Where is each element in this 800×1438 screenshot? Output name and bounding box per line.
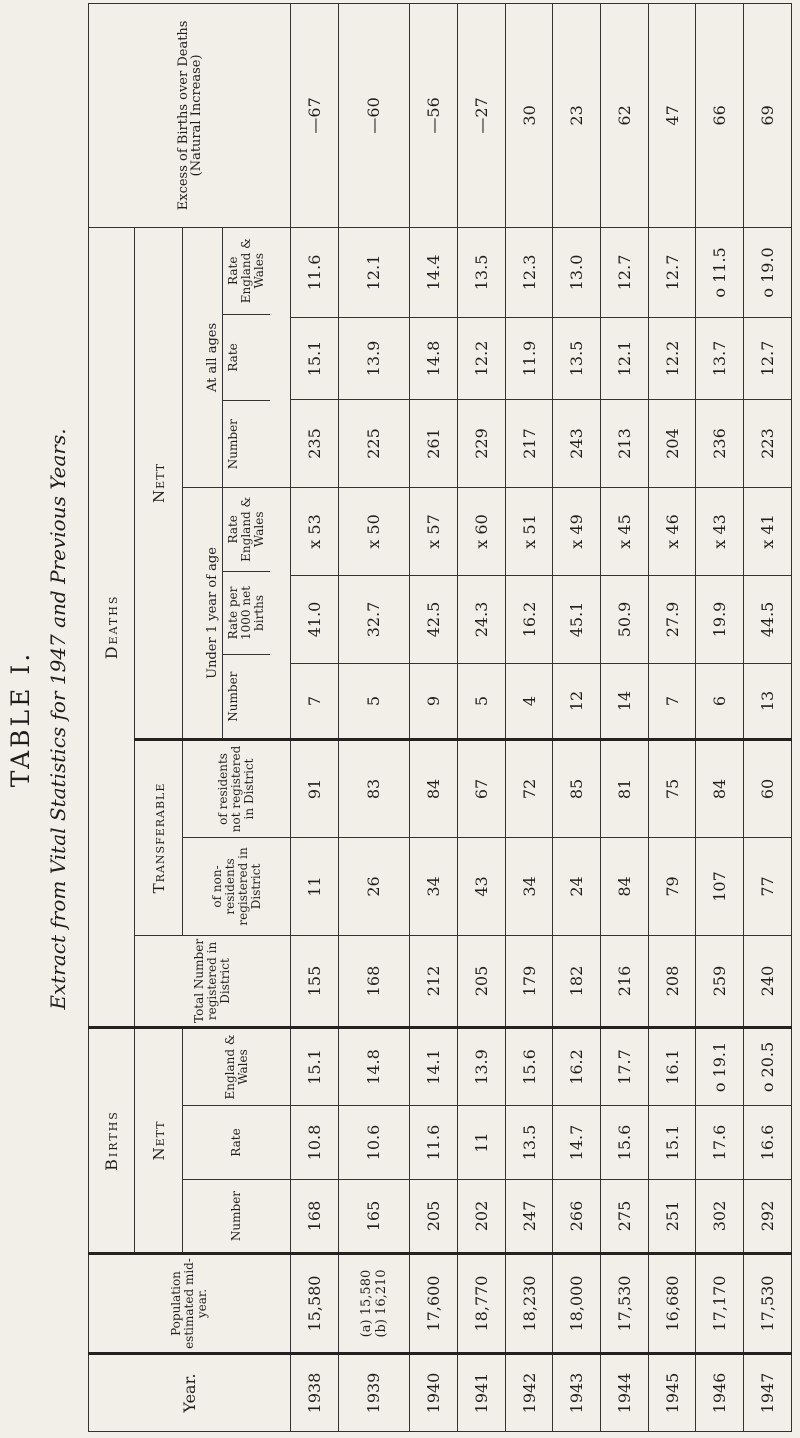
cell-res: 72	[505, 739, 553, 837]
cell-u1-rate: 44.5	[744, 575, 792, 663]
cell-pop: 16,680	[648, 1254, 696, 1354]
group-under1-cell	[183, 487, 291, 739]
table-row	[553, 3, 601, 1431]
cell-d-num: 204	[648, 399, 696, 487]
cell-pop: 17,170	[696, 1254, 744, 1354]
col-births-rate: Rate	[183, 1106, 291, 1180]
cell-u1-num: 5	[457, 663, 505, 739]
cell-tot: 179	[505, 935, 553, 1027]
cell-d-rate: 12.1	[601, 317, 649, 399]
cell-res: 91	[291, 739, 339, 837]
group-under1: Under 1 year of age	[203, 488, 223, 738]
cell-b-num: 202	[457, 1180, 505, 1254]
cell-b-rate: 13.5	[505, 1106, 553, 1180]
cell-nonres: 107	[696, 837, 744, 935]
cell-pop: 18,000	[553, 1254, 601, 1354]
col-births-number: Number	[183, 1180, 291, 1254]
vital-statistics-table	[88, 3, 792, 1432]
cell-b-rate: 16.6	[744, 1106, 792, 1180]
cell-u1-eng: x 60	[457, 487, 505, 575]
cell-d-num: 223	[744, 399, 792, 487]
col-excess: Excess of Births over Deaths (Natural Increase)	[89, 3, 291, 227]
cell-b-rate: 10.8	[291, 1106, 339, 1180]
col-u1-rate: Rate per 1000 net births	[223, 571, 270, 655]
cell-d-eng: o 19.0	[744, 227, 792, 317]
cell-u1-rate: 45.1	[553, 575, 601, 663]
cell-b-num: 275	[601, 1180, 649, 1254]
cell-b-rate: 11.6	[410, 1106, 458, 1180]
cell-b-eng: 14.8	[338, 1027, 410, 1105]
cell-d-num: 236	[696, 399, 744, 487]
table-row	[648, 3, 696, 1431]
cell-year: 1939	[338, 1354, 410, 1432]
cell-u1-eng: x 45	[601, 487, 649, 575]
cell-nonres: 11	[291, 837, 339, 935]
cell-d-eng: 13.5	[457, 227, 505, 317]
table-row	[744, 3, 792, 1431]
cell-exc: —67	[291, 3, 339, 227]
cell-d-rate: 13.7	[696, 317, 744, 399]
cell-tot: 168	[338, 935, 410, 1027]
cell-d-eng: 11.6	[291, 227, 339, 317]
cell-d-rate: 12.2	[457, 317, 505, 399]
group-transferable: Transferable	[135, 739, 183, 935]
cell-u1-num: 12	[553, 663, 601, 739]
group-allages-cell	[183, 227, 291, 487]
cell-exc: —60	[338, 3, 410, 227]
cell-d-rate: 15.1	[291, 317, 339, 399]
cell-d-num: 235	[291, 399, 339, 487]
table-row	[505, 3, 553, 1431]
cell-d-rate: 11.9	[505, 317, 553, 399]
cell-nonres: 34	[505, 837, 553, 935]
cell-b-eng: 17.7	[601, 1027, 649, 1105]
cell-u1-eng: x 43	[696, 487, 744, 575]
cell-d-rate: 13.9	[338, 317, 410, 399]
cell-pop: 15,580	[291, 1254, 339, 1354]
cell-d-eng: 14.4	[410, 227, 458, 317]
cell-u1-eng: x 50	[338, 487, 410, 575]
cell-pop: 17,530	[744, 1254, 792, 1354]
col-year: Year.	[89, 1354, 291, 1432]
col-residents-not: of residents not registered in District	[183, 739, 291, 837]
col-u1-eng: Rate England & Wales	[226, 496, 266, 562]
table-row	[410, 3, 458, 1431]
cell-exc: 30	[505, 3, 553, 227]
cell-d-rate: 12.7	[744, 317, 792, 399]
cell-u1-rate: 42.5	[410, 575, 458, 663]
cell-tot: 155	[291, 935, 339, 1027]
cell-pop: 17,600	[410, 1254, 458, 1354]
cell-tot: 205	[457, 935, 505, 1027]
cell-tot: 182	[553, 935, 601, 1027]
cell-nonres: 26	[338, 837, 410, 935]
cell-u1-eng: x 53	[291, 487, 339, 575]
cell-d-num: 217	[505, 399, 553, 487]
cell-exc: 66	[696, 3, 744, 227]
cell-nonres: 43	[457, 837, 505, 935]
cell-b-rate: 15.1	[648, 1106, 696, 1180]
cell-b-eng: 16.1	[648, 1027, 696, 1105]
cell-d-eng: 12.7	[601, 227, 649, 317]
table-row	[601, 3, 649, 1431]
page-subtitle: Extract from Vital Statistics for 1947 and Previous Years.	[46, 428, 70, 1010]
col-total-deaths: Total Number registered in District	[135, 935, 291, 1027]
cell-b-eng: o 19.1	[696, 1027, 744, 1105]
cell-tot: 240	[744, 935, 792, 1027]
cell-b-num: 168	[291, 1180, 339, 1254]
group-deaths-nett: Nett	[135, 227, 183, 739]
cell-u1-num: 9	[410, 663, 458, 739]
cell-b-eng: 14.1	[410, 1027, 458, 1105]
cell-u1-eng: x 49	[553, 487, 601, 575]
table-body	[291, 3, 792, 1431]
cell-exc: 62	[601, 3, 649, 227]
cell-res: 85	[553, 739, 601, 837]
cell-b-num: 247	[505, 1180, 553, 1254]
cell-b-eng: 15.1	[291, 1027, 339, 1105]
cell-u1-rate: 16.2	[505, 575, 553, 663]
cell-nonres: 77	[744, 837, 792, 935]
cell-year: 1946	[696, 1354, 744, 1432]
cell-d-eng: 12.3	[505, 227, 553, 317]
cell-exc: 23	[553, 3, 601, 227]
col-u1-number: Number	[223, 654, 270, 738]
cell-res: 81	[601, 739, 649, 837]
cell-b-eng: 13.9	[457, 1027, 505, 1105]
cell-d-eng: 12.7	[648, 227, 696, 317]
cell-res: 60	[744, 739, 792, 837]
cell-year: 1944	[601, 1354, 649, 1432]
cell-res: 75	[648, 739, 696, 837]
cell-u1-rate: 24.3	[457, 575, 505, 663]
col-population: Population estimated mid-year.	[89, 1254, 291, 1354]
cell-pop: 18,770	[457, 1254, 505, 1354]
cell-b-rate: 15.6	[601, 1106, 649, 1180]
cell-nonres: 84	[601, 837, 649, 935]
cell-b-eng: o 20.5	[744, 1027, 792, 1105]
cell-u1-num: 14	[601, 663, 649, 739]
cell-d-eng: 12.1	[338, 227, 410, 317]
cell-u1-rate: 19.9	[696, 575, 744, 663]
cell-b-rate: 17.6	[696, 1106, 744, 1180]
cell-u1-rate: 50.9	[601, 575, 649, 663]
col-non-residents: of non-residents registered in District	[183, 837, 291, 935]
page-title: TABLE I.	[6, 650, 35, 788]
cell-nonres: 24	[553, 837, 601, 935]
cell-b-rate: 11	[457, 1106, 505, 1180]
group-births-nett: Nett	[135, 1027, 183, 1253]
cell-year: 1940	[410, 1354, 458, 1432]
cell-tot: 208	[648, 935, 696, 1027]
cell-b-eng: 15.6	[505, 1027, 553, 1105]
cell-d-eng: o 11.5	[696, 227, 744, 317]
cell-u1-num: 5	[338, 663, 410, 739]
cell-year: 1947	[744, 1354, 792, 1432]
cell-b-rate: 14.7	[553, 1106, 601, 1180]
cell-res: 67	[457, 739, 505, 837]
cell-b-num: 302	[696, 1180, 744, 1254]
cell-b-num: 251	[648, 1180, 696, 1254]
cell-pop: 17,530	[601, 1254, 649, 1354]
cell-nonres: 79	[648, 837, 696, 935]
group-allages: At all ages	[203, 228, 223, 487]
cell-b-num: 165	[338, 1180, 410, 1254]
cell-tot: 216	[601, 935, 649, 1027]
cell-b-eng: 16.2	[553, 1027, 601, 1105]
cell-d-eng: 13.0	[553, 227, 601, 317]
cell-b-num: 205	[410, 1180, 458, 1254]
cell-year: 1942	[505, 1354, 553, 1432]
col-all-rate: Rate	[223, 314, 270, 401]
cell-exc: —56	[410, 3, 458, 227]
cell-year: 1938	[291, 1354, 339, 1432]
cell-d-rate: 12.2	[648, 317, 696, 399]
cell-exc: 47	[648, 3, 696, 227]
cell-b-num: 266	[553, 1180, 601, 1254]
cell-d-num: 261	[410, 399, 458, 487]
cell-nonres: 34	[410, 837, 458, 935]
table-row	[457, 3, 505, 1431]
cell-d-num: 225	[338, 399, 410, 487]
cell-u1-num: 7	[648, 663, 696, 739]
cell-year: 1945	[648, 1354, 696, 1432]
cell-u1-num: 4	[505, 663, 553, 739]
cell-pop: (a) 15,580 (b) 16,210	[338, 1254, 410, 1354]
col-all-eng: Rate England & Wales	[226, 238, 266, 304]
cell-year: 1941	[457, 1354, 505, 1432]
cell-u1-eng: x 51	[505, 487, 553, 575]
col-all-number: Number	[223, 400, 270, 487]
cell-u1-rate: 32.7	[338, 575, 410, 663]
cell-u1-eng: x 46	[648, 487, 696, 575]
cell-u1-eng: x 57	[410, 487, 458, 575]
group-deaths: Deaths	[89, 227, 135, 1027]
cell-exc: 69	[744, 3, 792, 227]
cell-d-rate: 14.8	[410, 317, 458, 399]
cell-u1-rate: 41.0	[291, 575, 339, 663]
cell-res: 84	[410, 739, 458, 837]
cell-res: 83	[338, 739, 410, 837]
table-row	[696, 3, 744, 1431]
cell-exc: —27	[457, 3, 505, 227]
cell-b-num: 292	[744, 1180, 792, 1254]
table-row	[338, 3, 410, 1431]
cell-tot: 212	[410, 935, 458, 1027]
col-births-eng: England & Wales	[183, 1027, 291, 1105]
cell-u1-rate: 27.9	[648, 575, 696, 663]
cell-year: 1943	[553, 1354, 601, 1432]
cell-d-rate: 13.5	[553, 317, 601, 399]
cell-u1-eng: x 41	[744, 487, 792, 575]
cell-d-num: 213	[601, 399, 649, 487]
cell-res: 84	[696, 739, 744, 837]
cell-tot: 259	[696, 935, 744, 1027]
cell-u1-num: 6	[696, 663, 744, 739]
cell-u1-num: 7	[291, 663, 339, 739]
cell-d-num: 243	[553, 399, 601, 487]
table-row	[291, 3, 339, 1431]
cell-b-rate: 10.6	[338, 1106, 410, 1180]
group-births: Births	[89, 1027, 135, 1253]
cell-pop: 18,230	[505, 1254, 553, 1354]
cell-u1-num: 13	[744, 663, 792, 739]
cell-d-num: 229	[457, 399, 505, 487]
